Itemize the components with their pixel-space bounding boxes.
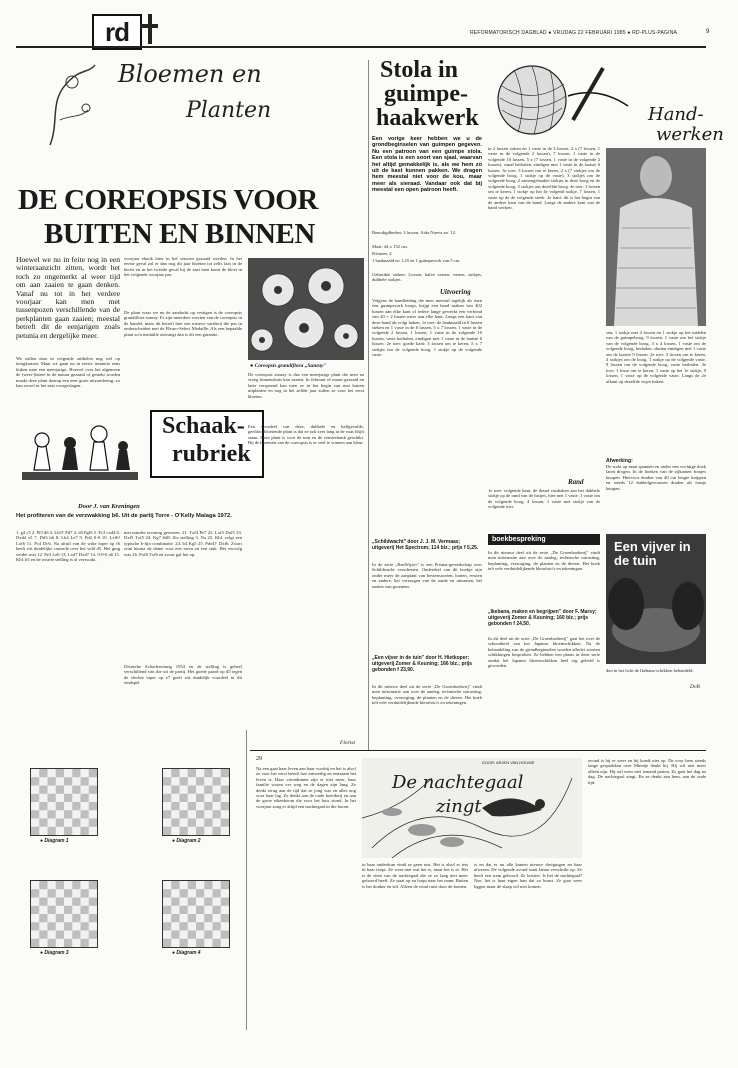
chess-moves-2: met minder ervaring gewezen. 21. Txf3 Pe7 22. Lxf5 Dxf5 23. Dxf5 Txf5 24. Kg7 Sd8. Zie stelling 3. Na 25. Kh1 volgt een typische b-lijn combinatie. 24. b4 Kg5 25. Pde4† Dxf6. Zwart wint hierna de dame voor een toren en een stuk. Het vervolg was 26. Pxf6 Txf6 en zwart gaf het op. <box>124 530 242 557</box>
story-illustration-title-line1: De nachtegaal <box>392 772 524 793</box>
garden-lead: Hoewel we nu in feite nog in een winteraanzicht zitten, wordt het toch zo ongemerkt al weer tijd om aan zaaien te gaan denken. Vanaf nu tot in het verdere voorjaar kan men met tussenpozen verschillende van de perkplanten gaan zaaien; meestal betreft dit de eenjarigen zoals petunia en dergelijke meer. <box>16 256 120 340</box>
chess-moves-3: Deutsche Schachzeitung 1954 en de stelling is geheel verschillend van die uit de partij. Het goede paard op d5 tegen de slechte loper op e7 geeft wit duidelijk voordeel in dit eindspel. <box>124 664 242 686</box>
book-cover-caption: den in het licht de Ikebana-schikken behandeld. <box>606 668 694 673</box>
book-review-1-title: „Schildwacht" door J. J. M. Vermaas; uitgeverij Het Spectrum; 114 blz.; prijs f 5,25. <box>372 539 479 551</box>
story-column-1: Na een gaat haar leven aan haar voorbij en het is alsof ze voor het eerst beseft hoe armoedig en eenzaam het leven is. Haar vriendinnen zijn er niet meer, haar familie woont ver weg en de dagen zijn lang. Ze denkt terug aan de tijd dat ze jong was en alles nog voor haar lag. Ze denkt aan de oude boerderij en aan de grote eikenboom die voor het huis stond. In het voorjaar zong er altijd een nachtegaal in die boom. <box>256 766 356 809</box>
garden-body-1: We zullen daar in volgende artikelen nog wel op terugkomen. Maar we gaan nu in eerste instantie eens kijken naar een meerjarige. Hoewel over het algemeen de (weer-)latere in de natuur gezaaid of gestekt worden maakt deze plant daarop een zeer grote uitzondering; zo kan zowel in het zaai voorgeslagen. <box>16 356 120 389</box>
stola-maat: Maat: 44 x 152 cm. <box>372 244 408 249</box>
stola-afwerking-title: Afwerking: <box>606 458 633 464</box>
chess-moves-1: 1. g4 c5 2. Pf3 d6 3. Lb5† Pd7 4. d4 Pgf6 5. Pc3 cxd4 6. Dxd4 e5 7. Dd3 h6 8. Lh4 Le7 9. Pd2 0-0 10. Lxf6! Lxf6 11. Pc4 Dc6. Na afruil van de witte loper op f6 heeft wit duidelijke controle over het veld d5. Het ging verder met 12. Pe3 Le6 13. Lxd7 Dxd7 14. 0-0-0 a6 15. Kb1 b5 en de zwarte stelling is al verzwakt. <box>16 530 120 563</box>
stola-headline-line1: Stola in <box>380 57 459 83</box>
yarn-illustration <box>488 56 638 138</box>
stola-haaknaald: 1 haaknaald no 1,25 en 1 guimpevork van 5 cm. <box>372 258 461 263</box>
illustration-credit: DOOR: ARJEN VAN HOUWE <box>482 760 535 765</box>
stola-kleuren: Kleuren: 4 <box>372 251 392 256</box>
garden-headline-line2: BUITEN EN BINNEN <box>44 218 315 250</box>
story-column-4: avond is hij er weer en hij kondt niet op. De voor hem steeds lange gesprekken over Minetje denkt hij. Hij wil niet meer alleen zijn. Hij wil weer met iemand praten. Zo gaat het dag na dag. De nachtegaal zingt. En ze denkt aan hem, aan de oude tijd. <box>588 758 706 785</box>
chess-diagram-1-caption: ● Diagram 1 <box>40 838 69 844</box>
book-cover-title: Een vijver in de tuin <box>614 539 691 568</box>
chess-diagram-3-caption: ● Diagram 3 <box>40 950 69 956</box>
stola-headline-line3: haakwerk <box>376 105 479 131</box>
stola-column-3: sen, 1 stokje met 4 lossen en 1 stokje op het midden van de guimpeboog, 9 lossen, 1 vaste om het stokje van de volgende boog, 3 x 4 lossen, 1 vaste om de volgende boog, herhalen, sluiten eindigen met 1 vaste om de laatste 9 lossen. 2e toer: 3 lossen om te keren, 4 stokjes om de boog, 1 stokje op de volgende vaste, 9 lossen om de volgende boog, vaste herhalen. 3e toer: 1 losse om te keren, 1 vaste op het 1e stokje, 9 lossen, 1 vaste op de volgende vaste. Langs de 2e afkant op dezelfde wijze haken. <box>606 330 706 384</box>
garden-body-2: voorjaar ebook later in het seizoen gezaaid worden. In het eerste geval zal er dan nog dit jaar bloeien tot zelfs laat in de herfst en in het tweede geval bij de zaai men komt de bloei in het volgende voorjaar pas. <box>124 256 242 278</box>
story-chapter-number: 29 <box>256 756 262 762</box>
coreopsis-photo <box>248 258 364 360</box>
book-review-1-text: In de serie „RenWijzer" is een Prisma-gereedschap over Schildwacht verschenen. Onderdeel van dit boekje zijn onder meer de aanplant van bessensoorten, bonen, erwten en andere, het verzorgen van de aarde en uitzaaien, het zaaien van groenten. <box>372 562 482 589</box>
page-number: 9 <box>706 29 710 35</box>
handwerken-title-line2: werken <box>656 124 724 145</box>
book-review-2-text: In dit nieuwe deel uit de serie „De Groenboekerij" vindt men informatie aan over de aanleg, technische uitrusting, beplanting, verzorging, de planten en de dieren. Het boek telt vele verduidelijkende kleurfoto's en tekeningen. <box>372 684 482 706</box>
chess-intro: Het profiteren van de verzwakking b6. Uit de partij Torre - O'Kelly Malaga 1972. <box>16 513 232 519</box>
garden-signature: Florist <box>340 740 355 746</box>
garden-body-3: De plant waar we nu de aandacht op vestigen is de coreopsis grandiflora sunray. Er zijn meerdere soorten van de coreopsis in de handel, maar dit betreft hier een nieuwe variëteit die pas in onderscheiden met de Fleuro-Select Medaille. Als een bepaalde plant zo'n medaille ontvangt dan is dit een garantie. <box>124 310 242 337</box>
stola-rand-text: 1e toer: volgende kant, de draad vasthaken aan het dubbele stokje op de rand van de lustjes, hier met 1 vaste, 1 vaste om de volgende boog, 4 lossen, 1 vaste met stokje van de volgende toer. <box>488 488 600 510</box>
stola-uitvoering-text: Volgens de handleiding die men meestal tegelijk als men een guimpevork koopt, krijgt een band maken van 402 lussen aan elke kant of iedere lange gewerkt een verbond van 20 + 2 lussen meer aan elke kant. Langs een kant van deze band als volgt haken. 1e toer: de haaknaald in 6 lussen steken en 1 vaste in de 6 lussen, 5 x 7 lossen, 1 vaste in de volgende 2 lussen, 1 lossen, 1 vaste in de volgende 10 lussen, vaste herhalen, eindigen met 1 vaste in de laatste 6 lussen. 2e toer: goede kant: 3 lossen om te keren, 5 x 7 stokjes om de volgende boog, 1 stokje op de volgende vaste. <box>372 298 482 358</box>
books-section-header: boekbespreking <box>488 534 600 545</box>
chess-diagram-2 <box>162 768 230 836</box>
book-review-2-title: „Een vijver in de tuin" door H. Hietkoper; uitgeverij Zomer & Keuning; 166 blz.; prijs gebonden f 23,90. <box>372 655 473 673</box>
book-review-2-continued: In dit nieuwe deel uit de serie „De Groenboekerij" vindt men informatie aan over de aanleg, technische uitrusting, beplanting, verzorging, de planten en de dieren. Het boek telt vele verduidelijkende kleurfoto's en tekeningen. <box>488 550 600 572</box>
handwerken-title-line1: Hand- <box>648 104 704 125</box>
garden-kicker-line2: Planten <box>186 98 272 123</box>
chess-diagram-2-caption: ● Diagram 2 <box>172 838 201 844</box>
rd-logo: rd <box>92 14 142 50</box>
stola-benodigdheden: Benodigdheden: 3 lussen, Aida Nueva no. 12. <box>372 230 457 235</box>
stola-photo <box>606 148 706 326</box>
chess-title-line1: Schaak- <box>162 413 245 439</box>
stola-signature: DvB <box>690 684 700 690</box>
chess-byline: Door J. van Kreningen <box>78 503 140 510</box>
chess-diagram-3 <box>30 880 98 948</box>
chess-title-line2: rubriek <box>172 441 251 467</box>
book-review-3-text: In dit deel uit de serie „De Groenboekerij" gaat het over de schoonheid van het Japanse bloemschikken. Na de behandeling van de grondbeginselen worden allerlei soorten schikkingen besproken. Ze hebben een plaats in deze serie omdat het Japanse bloemschikken heel erg geliefd is geworden. <box>488 636 600 669</box>
stola-column-2: in 2 lussen ooken en 1 vaste in de 3 lussen, 2 x (7 lossen, 1 vaste in de volgende 2 lussen), 7 lossen, 1 vaste in de volgende 10 lussen, 5 x (7 lossen, 1 vaste in de volgende 2 lussen), vanaf herhalen, eindigen met 1 vaste in de laatste 6 lussen. 3e toer: 3 lossen om te keren, 2 x (7 stokjes om de volgende boog, 1 stokje op de vaste), 3 stokjes om de volgende boog, 2 samengehaakte stokjes in deze boog en de volgende boog, 3 stokjes om dezelfde boog. 4e toer: 3 lossen om te keren, 1 stokje op het 4e volgend stokje, 7 lossen, 1 vaste op de 4e volgende steek. 2e kant: dit is het begin van de andere kant van de band. Langs de andere kant van de band werken. <box>488 146 600 211</box>
book-cover-image <box>606 534 706 664</box>
garden-body-5: Een voordeel van deze, dubbele en halfgevulde, geeldoorbloeiende plant is dat ze ook zeer lang in de vaas blijft staan. Deze plant is voor de tuin en de vensterbank geschikt. Bij de bloemen van de coreopsis is er veel te winnen aan kleur. <box>248 424 364 446</box>
stola-afwerking: De stola op maat spannen en onder een vochtige doek laten drogen. In de hoeken van de zijkanten franjes knopen. Hiervoor draden van 40 cm lengte knippen en steeds 12 dubbelgevouwen draden als franje knopen. <box>606 464 706 491</box>
stola-afkortingen: Gebruikte steken: Lossen, halve vasten, vasten, stokjes, dubbele stokjes. <box>372 272 482 283</box>
story-column-2: in haar ouderdom vindt ze geen rust. Het is alsof er iets in haar roept. Ze weet niet wat het is, maar het is er. Het is de stem van de nachtegaal die ze zo lang niet meer gehoord heeft. Ze staat op en loopt naar het raam. Buiten is het donker en stil. Alleen de wind ruist door de bomen. <box>362 862 468 889</box>
garden-kicker-line1: Bloemen en <box>118 60 262 88</box>
flower-ornament <box>40 60 100 150</box>
chess-diagram-1 <box>30 768 98 836</box>
stola-section-rand: Rand <box>568 478 584 486</box>
running-header: REFORMATORISCH DAGBLAD ● VRIJDAG 22 FEBRUARI 1985 ● RD-PLUS-PAGINA <box>470 30 678 36</box>
stola-section-uitvoering: Uitvoering <box>440 288 471 296</box>
chess-title-box <box>150 410 264 478</box>
coreopsis-photo-caption: ● Coreopsis grandiflora „Sunray" <box>250 363 327 369</box>
book-review-3-title: „Ikebana, maken en begrijpen" door F. Marsy; uitgeverij Zomer & Keuning; 160 blz.; prijs gebonden f 24,50. <box>488 609 597 627</box>
garden-body-4: De coreopsis sunray is dus een meerjarige plant die men na vroeg binnenshuis kan zaaien. In februari of maart gezaaid en later verspeend kan men ze in het begin van mei buiten uitplanten en nog in het zelfde jaar zullen ze voor het eerst bloeien. <box>248 372 364 399</box>
story-column-3: is en dat er nu alle kanten nieuwe dreigingen en haar afweren. De volgende avond staat Janna verschrikt op. Ze heeft een stem gehoord. Ze luistert. Is het de nachtegaal? Nee, het is haar eigen hart dat zo bonst. Ze gaat weer liggen maar de slaap wil niet komen. <box>474 862 582 889</box>
stola-lead: Een vorige keer hebben we u de grondbeginselen van guimpen gegeven. Nu een patroon van een guimpe stola. Een stola is een soort van sjaal, waarvan het altijd gemakkelijk is, als we hem zo uit de kast kunnen pakken. We dragen hem meestal niet voor de kou, maar meer als sieraad. Vandaar ook dat bij meestal een open patroon heeft. <box>372 136 482 194</box>
garden-headline-line1: DE COREOPSIS VOOR <box>18 184 318 216</box>
chess-pieces-illustration <box>20 406 140 486</box>
story-illustration-title-line2: zingt <box>436 796 482 817</box>
nightingale-illustration <box>362 758 582 858</box>
chess-diagram-4 <box>162 880 230 948</box>
stola-headline-line2: guimpe- <box>384 81 468 107</box>
chess-diagram-4-caption: ● Diagram 4 <box>172 950 201 956</box>
